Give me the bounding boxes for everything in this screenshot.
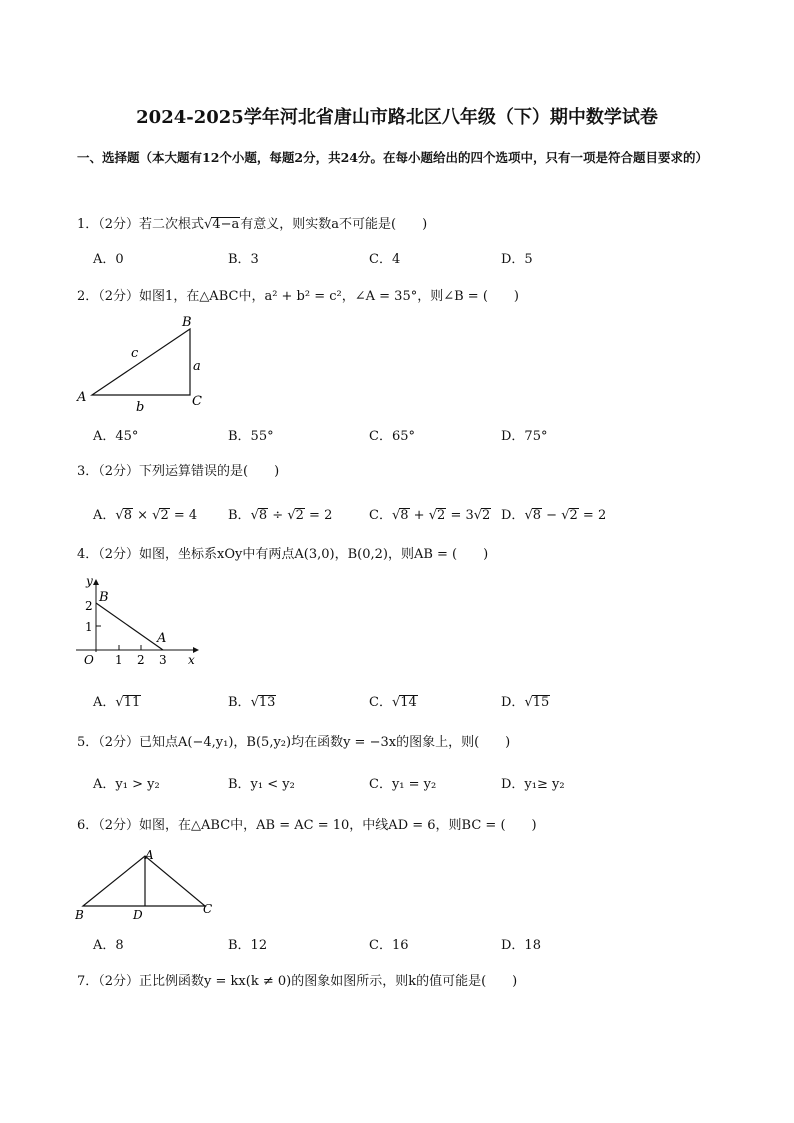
operator: × [137,508,149,523]
option-c[interactable]: C．4 [369,252,401,267]
radicand: 13 [258,695,276,710]
radical-sign-icon: √ [524,508,533,523]
label-vertex-a: A [145,848,154,862]
tick-label-x2: 2 [137,653,145,667]
radical-sign-icon: √ [428,508,438,523]
radical-sign-icon: √ [524,695,533,710]
radical-sign-icon: √ [473,508,483,523]
figure-coordinate-system [74,570,204,670]
label-origin: O [84,653,94,667]
option-label: C． [369,508,392,523]
question-4-options [93,691,733,711]
tick-label-x3: 3 [159,653,167,667]
label-side-c: c [131,346,139,361]
label-side-b: b [136,400,145,412]
question-6-options [93,934,733,954]
label-point-a: A [157,631,167,646]
operator: ÷ [272,508,284,523]
option-label: D． [501,508,525,523]
result: = 3 [450,508,474,523]
option-b[interactable]: B．12 [228,938,268,953]
radicand: 8 [258,508,268,523]
label-vertex-b: B [75,908,84,922]
radical-sign-icon: √ [115,508,124,523]
radical-sign-icon: √ [250,695,259,710]
option-c[interactable]: C．y₁ = y₂ [369,777,437,792]
tick-label-x1: 1 [115,653,123,667]
radicand: 11 [123,695,141,710]
label-y: y [86,574,93,588]
section-heading: 一、选择题（本大题有12个小题，每题2分，共24分。在每小题给出的四个选项中，只有一项是符合题目要求的） [77,150,708,165]
question-5: 5．（2分）已知点A(−4,y₁)，B(5,y₂)均在函数y = −3x的图象上，则( ) [77,735,511,750]
label-point-b: B [99,590,109,605]
option-c[interactable] [369,691,418,710]
label-vertex-c: C [203,902,213,916]
radicand: 8 [532,508,542,523]
option-a[interactable]: A．8 [93,938,124,953]
label-x: x [188,653,195,667]
question-5-options [93,773,733,793]
question-3-options [93,504,733,524]
figure-right-triangle [75,312,210,412]
option-d[interactable]: D．y₁≥ y₂ [501,777,565,792]
option-d[interactable]: D．5 [501,252,533,267]
radical-sign-icon: √ [115,695,124,710]
tick-label-y2: 2 [85,599,93,613]
option-a[interactable] [93,504,197,523]
question-6: 6．（2分）如图，在△ABC中，AB = AC = 10，中线AD = 6，则BC = ( ) [77,818,537,833]
question-1-radicand: 4−a [212,217,240,232]
option-d[interactable]: D．75° [501,429,548,444]
radicand: 2 [437,508,446,523]
radicand: 2 [295,508,304,523]
option-b[interactable]: B．55° [228,429,274,444]
label-vertex-a: A [77,390,87,405]
triangle-shape [83,856,205,906]
operator: − [546,508,558,523]
question-1-suffix: 有意义，则实数a不可能是( ) [240,217,428,232]
question-1-options [93,248,733,268]
label-side-a: a [193,359,201,374]
radicand: 15 [532,695,550,710]
question-2-options [93,425,733,445]
option-label: A． [93,508,116,523]
option-label: C． [369,695,392,710]
option-a[interactable] [93,691,141,710]
segment-ab [96,603,163,650]
radicand: 8 [400,508,409,523]
option-c[interactable]: C．65° [369,429,415,444]
option-label: B． [228,695,251,710]
radical-sign-icon: √ [561,508,570,523]
option-c[interactable]: C．16 [369,938,409,953]
option-a[interactable]: A．y₁ > y₂ [93,777,160,792]
question-3: 3．（2分）下列运算错误的是( ) [77,464,280,479]
radical-sign-icon: √ [287,508,296,523]
question-7: 7．（2分）正比例函数y = kx(k ≠ 0)的图象如图所示，则k的值可能是( ) [77,974,518,989]
radical-sign-icon: √ [391,508,401,523]
option-a[interactable]: A．0 [93,252,124,267]
option-label: D． [501,695,525,710]
option-b[interactable] [228,504,332,523]
radicand: 2 [482,508,491,523]
result: = 2 [582,508,607,523]
label-vertex-b: B [182,315,192,330]
operator: + [413,508,425,523]
figure-isosceles-triangle [75,846,220,924]
option-label: B． [228,508,251,523]
radicand: 14 [400,695,417,710]
option-b[interactable] [228,691,276,710]
question-4: 4．（2分）如图，坐标系xOy中有两点A(3,0)，B(0,2)，则AB = ( ) [77,547,489,562]
radical-sign-icon: √ [152,508,161,523]
tick-label-y1: 1 [85,620,93,634]
radical-sign-icon: √ [391,695,401,710]
option-b[interactable]: B．3 [228,252,259,267]
triangle-shape [92,329,190,395]
result: = 4 [173,508,198,523]
label-point-d: D [133,908,143,922]
question-1-prefix: 1．（2分）若二次根式 [77,217,205,232]
option-a[interactable]: A．45° [93,429,139,444]
option-d[interactable] [501,504,606,523]
radicand: 2 [160,508,169,523]
question-2: 2．（2分）如图1，在△ABC中，a² + b² = c²，∠A = 35°，则∠B = ( ) [77,289,519,304]
option-d[interactable]: D．18 [501,938,541,953]
option-c[interactable] [369,504,491,523]
option-b[interactable]: B．y₁ < y₂ [228,777,295,792]
question-1 [77,213,427,232]
label-vertex-c: C [192,394,202,409]
radicand: 8 [123,508,132,523]
page-title: 2024-2025学年河北省唐山市路北区八年级（下）期中数学试卷 [136,107,658,128]
radicand: 2 [569,508,578,523]
result: = 2 [309,508,333,523]
option-label: A． [93,695,116,710]
radical-sign-icon: √ [204,217,213,232]
radical-sign-icon: √ [250,508,259,523]
option-d[interactable] [501,691,550,710]
